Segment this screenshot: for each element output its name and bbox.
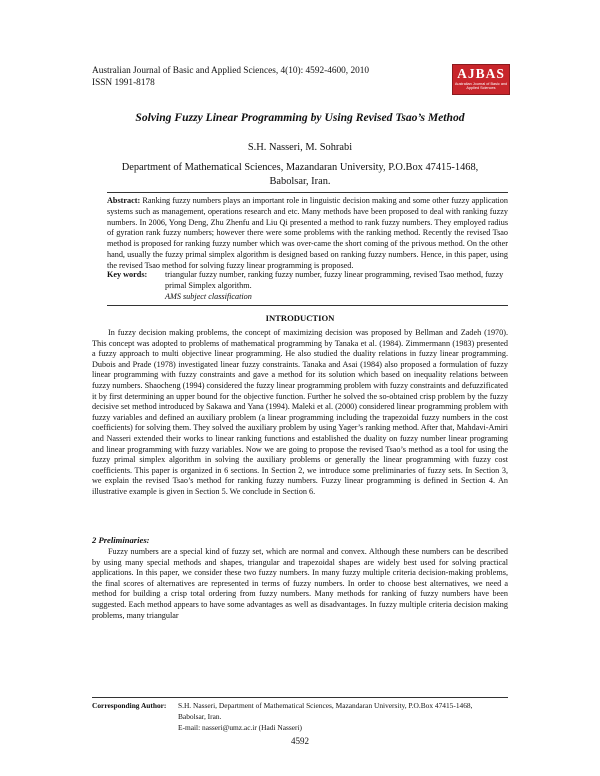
corresponding-author-city: Babolsar, Iran.: [178, 712, 222, 721]
journal-logo-subtext: Australian Journal of Basic and Applied Sciences: [454, 82, 508, 91]
journal-citation: Australian Journal of Basic and Applied Sciences, 4(10): 4592-4600, 2010: [92, 66, 370, 76]
abstract-top-rule: [107, 192, 508, 193]
paper-authors: S.H. Nasseri, M. Sohrabi: [247, 142, 353, 153]
paper-title: Solving Fuzzy Linear Programming by Using Revised Tsao’s Method: [135, 111, 465, 124]
page-number: 4592: [291, 736, 309, 746]
abstract-text: Ranking fuzzy numbers plays an important role in linguistic decision making and some other fuzzy application systems such as management, operations research and etc. Many methods have been proposed to deal with ranking fuzzy numbers. In 2006, Yong Deng, Zhu Zhenfu and Liu Qi presented a method to rank fuzzy numbers. They employed radius of gyration rank fuzzy numbers; however there were some problems with the ranking method. Recently the revised Tsao method is proposed for ranking fuzzy number which was over-came the short coming of the privous method. On the other hand, usually the fuzzy primal simplex algorithm is designed based on ranking fuzzy numbers. Hence, in this paper, using the revised Tsao method for solving fuzzy linear programming is proposed.: [107, 196, 508, 270]
introduction-heading: INTRODUCTION: [265, 313, 335, 323]
keywords-text: triangular fuzzy number, ranking fuzzy number, fuzzy linear programming, revised Tsao method, fuzzy primal Simplex algorithm.: [165, 270, 504, 290]
affiliation-line-2: Babolsar, Iran.: [269, 176, 331, 187]
footer-rule: [92, 697, 508, 698]
preliminaries-heading: 2 Preliminaries:: [92, 535, 150, 545]
ams-classification: AMS subject classification: [165, 292, 252, 301]
keywords: [107, 270, 508, 290]
corresponding-author-label: Corresponding Author:: [92, 701, 167, 710]
keywords-label: Key words:: [107, 270, 148, 279]
corresponding-author-address: S.H. Nasseri, Department of Mathematical Sciences, Mazandaran University, P.O.Box 47415-1468,: [178, 701, 473, 710]
abstract-label: Abstract:: [107, 196, 141, 205]
affiliation-line-1: Department of Mathematical Sciences, Mazandaran University, P.O.Box 47415-1468,: [121, 162, 479, 173]
journal-logo-text: AJBAS: [457, 66, 505, 81]
abstract-bottom-rule: [107, 305, 508, 306]
journal-logo: [452, 64, 510, 95]
abstract: [107, 196, 508, 272]
corresponding-author-email: E-mail: nasseri@umz.ac.ir (Hadi Nasseri): [178, 723, 302, 732]
introduction-paragraph: In fuzzy decision making problems, the concept of maximizing decision was proposed by Bellman and Zadeh (1970). This concept was adopted to problems of mathematical programming by Tanaka et al. (1984). Zimmermann (1983) presented a fuzzy approach to multi objective linear programming. He also studied the duality relations in fuzzy linear programming. Dubois and Prade (1978) investigated linear fuzzy constraints. Tanaka and Asai (1984) also proposed a formulation of fuzzy linear programming with fuzzy constraints and gave a method for its solution which based on inequality relations between fuzzy numbers. Shaocheng (1994) considered the fuzzy linear programming problem with fuzzy constraints and defuzzificated it by first determining an upper bound for the objective function. Further he solved the so-obtained crisp problem by the fuzzy decisive set method introduced by Sakawa and Yana (1994). Maleki et al. (2000) considered linear programming problem with fuzzy variables and defined an auxiliary problem (a linear programming including the trapezoidal fuzzy numbers in the cost coefficients) for solving them. They solved the auxiliary problem by using Yager’s ranking method. After that, Mahdavi-Amiri and Nasseri extended their works to linear ranking functions and established the duality on fuzzy number linear programing and linear programming with fuzzy variables. Now we are going to propose the revised Tsao’s method as a tool for using the fuzzy primal simplex algorithm in solving the auxiliary problems or generally the linear programming with fuzzy cost coefficients. This paper is organized in 6 sections. In Section 2, we introduce some preliminaries of fuzzy sets. In Section 3, we explain the revised Tsao’s method for ranking fuzzy numbers. Fuzzy linear programming is defined in Section 4. An illustrative example is given in Section 5. We conclude in Section 6.: [92, 328, 508, 496]
journal-issn: ISSN 1991-8178: [92, 78, 155, 88]
preliminaries-paragraph: Fuzzy numbers are a special kind of fuzzy set, which are normal and convex. Although these numbers can be described by using many special methods and shapes, triangular and trapezoidal shapes are widely best used for solving practical applications. In this paper, we consider these two fuzzy numbers. In many fuzzy multiple criteria decision-making problems, the final scores of alternatives are represented in terms of fuzzy numbers. In order to choose best alternatives, we need a method for building a crisp total ordering from fuzzy numbers. Many methods for ranking of fuzzy numbers have been suggested. Each method appears to have some advantages as well as disadvantages. In fuzzy multiple criteria decision making problems, many triangular: [92, 547, 508, 620]
